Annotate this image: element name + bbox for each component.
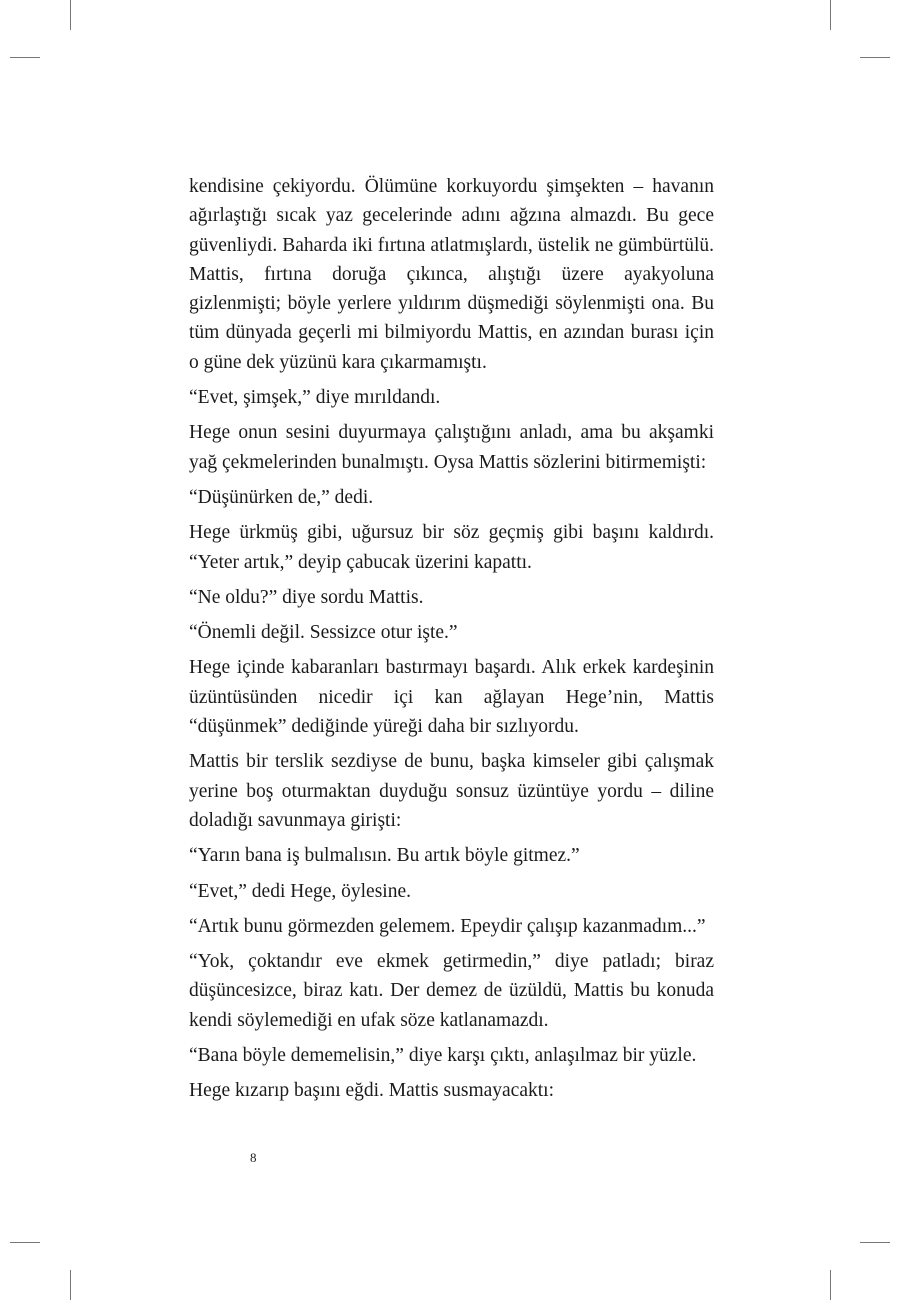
page-number: 8	[250, 1150, 257, 1165]
paragraph: “Evet, şimşek,” diye mırıldandı.	[189, 387, 441, 409]
crop-mark-left-bottom	[10, 1242, 40, 1243]
paragraph: Hege ürkmüş gibi, uğursuz bir söz geçmiş gibi başını kaldırdı. “Yeter artık,” deyip çabucak üzerini kapattı.	[189, 522, 714, 573]
paragraph: “Düşünürken de,” dedi.	[189, 486, 374, 508]
crop-mark-bottom-left	[70, 1270, 71, 1300]
paragraph: “Yarın bana iş bulmalısın. Bu artık böyle gitmez.”	[189, 845, 580, 867]
crop-mark-top-right	[830, 0, 831, 30]
crop-mark-right-top	[860, 57, 890, 58]
crop-mark-left-top	[10, 57, 40, 58]
crop-mark-top-left	[70, 0, 71, 30]
crop-mark-bottom-right	[830, 1270, 831, 1300]
paragraph: Hege içinde kabaranları bastırmayı başardı. Alık erkek kardeşinin üzüntüsünden nicedir içi kan ağlayan Hege’nin, Mattis “düşünmek” dediğinde yüreği daha bir sızlıyordu.	[189, 657, 714, 738]
paragraph: kendisine çekiyordu. Ölümüne korkuyordu şimşekten – havanın ağırlaştığı sıcak yaz gecelerinde adını ağzına almazdı. Bu gece güvenliydi. Baharda iki fırtına atlatmışlardı, üstelik ne gümbürtülü. Mattis, fırtına doruğa çıkınca, alıştığı üzere ayakyoluna gizlenmişti; böyle yerlere yıldırım düşmediği söylenmişti ona. Bu tüm dünyada geçerli mi bilmiyordu Mattis, en azından burası için o güne dek yüzünü kara çıkarmamıştı.	[189, 176, 714, 373]
paragraph: Hege kızarıp başını eğdi. Mattis susmayacaktı:	[189, 1080, 554, 1102]
paragraph: “Yok, çoktandır eve ekmek getirmedin,” diye patladı; biraz düşüncesizce, biraz katı. Der demez de üzüldü, Mattis bu konuda kendi söylemediği en ufak söze katlanamazdı.	[189, 951, 714, 1031]
paragraph: “Bana böyle dememelisin,” diye karşı çıktı, anlaşılmaz bir yüzle.	[189, 1045, 697, 1067]
paragraph: Mattis bir terslik sezdiyse de bunu, başka kimseler gibi çalışmak yerine boş oturmaktan duyduğu sonsuz üzüntüye yordu – diline doladığı savunmaya girişti:	[189, 751, 714, 831]
crop-mark-right-bottom	[860, 1242, 890, 1243]
body-text	[189, 172, 714, 1112]
paragraph: “Artık bunu görmezden gelemem. Epeydir çalışıp kazanmadım...”	[189, 915, 706, 937]
paragraph: “Evet,” dedi Hege, öylesine.	[189, 880, 411, 902]
paragraph: “Önemli değil. Sessizce otur işte.”	[189, 622, 458, 644]
paragraph: “Ne oldu?” diye sordu Mattis.	[189, 586, 424, 608]
paragraph: Hege onun sesini duyurmaya çalıştığını anladı, ama bu akşamki yağ çekmelerinden bunalmıştı. Oysa Mattis sözlerini bitirmemişti:	[189, 422, 714, 473]
